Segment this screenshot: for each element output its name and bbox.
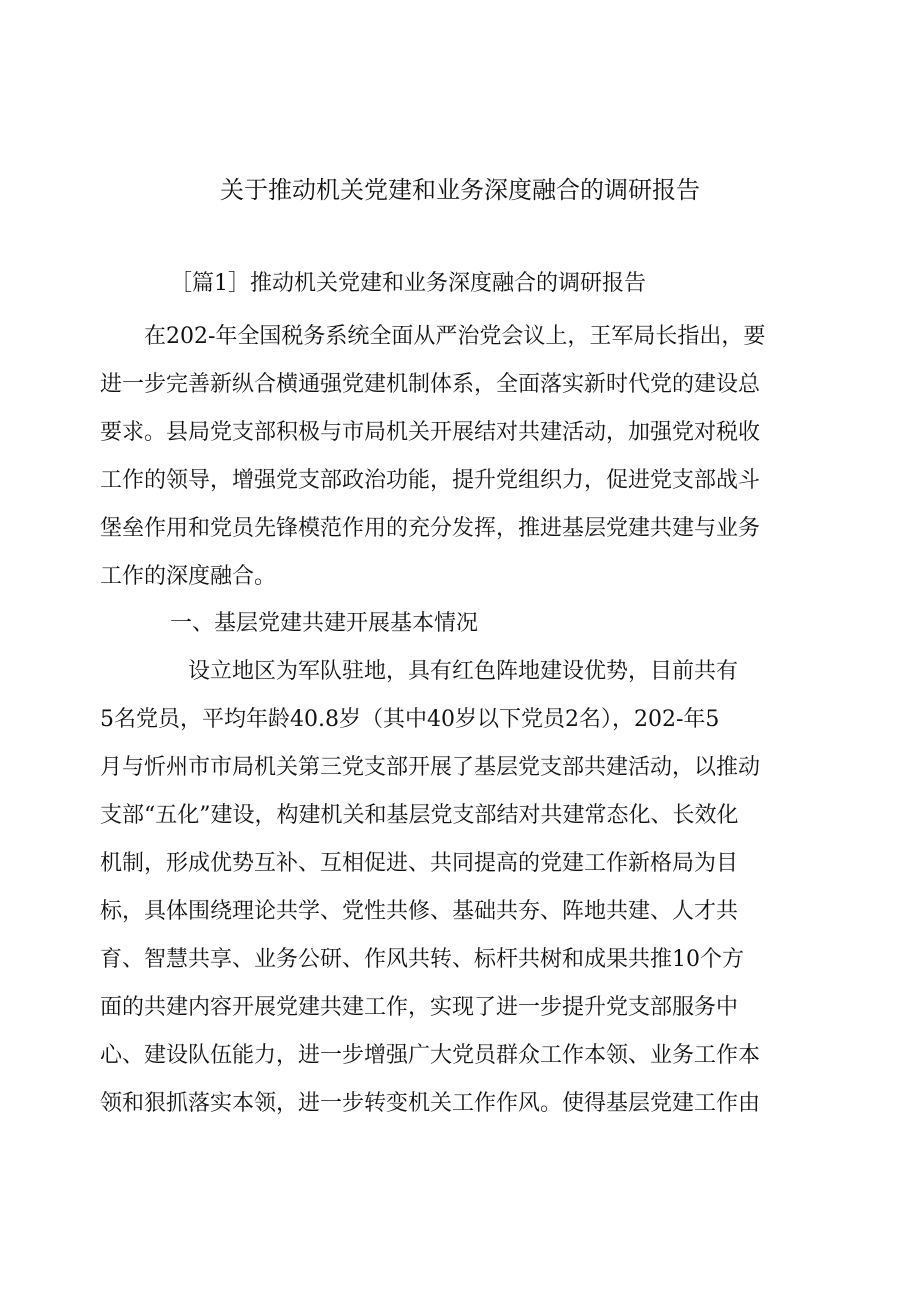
paragraph-line: 在202-年全国税务系统全面从严治党会议上，王军局长指出，要 [100, 324, 766, 349]
paragraph-line: 月与忻州市市局机关第三党支部开展了基层党支部共建活动，以推动 [100, 755, 761, 780]
paragraph-line: 机制，形成优势互补、互相促进、共同提高的党建工作新格局为目 [100, 851, 739, 876]
paragraph-line: 设立地区为军队驻地，具有红色阵地建设优势，目前共有 [100, 659, 739, 684]
paragraph-line: 心、建设队伍能力，进一步增强广大党员群众工作本领、业务工作本 [100, 1043, 761, 1068]
section-heading: 一、基层党建共建开展基本情况 [170, 611, 479, 636]
paragraph-line: 标，具体围绕理论共学、党性共修、基础共夯、阵地共建、人才共 [100, 899, 739, 924]
paragraph-line: 堡垒作用和党员先锋模范作用的充分发挥，推进基层党建共建与业务 [100, 516, 761, 541]
paragraph-line: 工作的领导，增强党支部政治功能，提升党组织力，促进党支部战斗 [100, 468, 761, 493]
paragraph-line: 育、智慧共享、业务公研、作风共转、标杆共树和成果共推10个方 [100, 947, 744, 972]
article-sub-heading: ［篇1］推动机关党建和业务深度融合的调研报告 [170, 271, 646, 296]
paragraph-basic-situation [100, 648, 822, 1128]
paragraph-line: 5名党员，平均年龄40.8岁（其中40岁以下党员2名），202-年5 [100, 707, 720, 732]
document-title: 关于推动机关党建和业务深度融合的调研报告 [220, 176, 700, 204]
paragraph-line: 领和狠抓落实本领，进一步转变机关工作作风。使得基层党建工作由 [100, 1091, 761, 1116]
paragraph-line: 面的共建内容开展党建共建工作，实现了进一步提升党支部服务中 [100, 995, 739, 1020]
paragraph-line: 支部“五化”建设，构建机关和基层党支部结对共建常态化、长效化 [100, 803, 739, 828]
paragraph-line: 工作的深度融合。 [100, 564, 277, 589]
paragraph-line: 进一步完善新纵合横通强党建机制体系，全面落实新时代党的建设总 [100, 372, 761, 397]
paragraph-line: 要求。县局党支部积极与市局机关开展结对共建活动，加强党对税收 [100, 420, 761, 445]
paragraph-intro [100, 313, 822, 601]
